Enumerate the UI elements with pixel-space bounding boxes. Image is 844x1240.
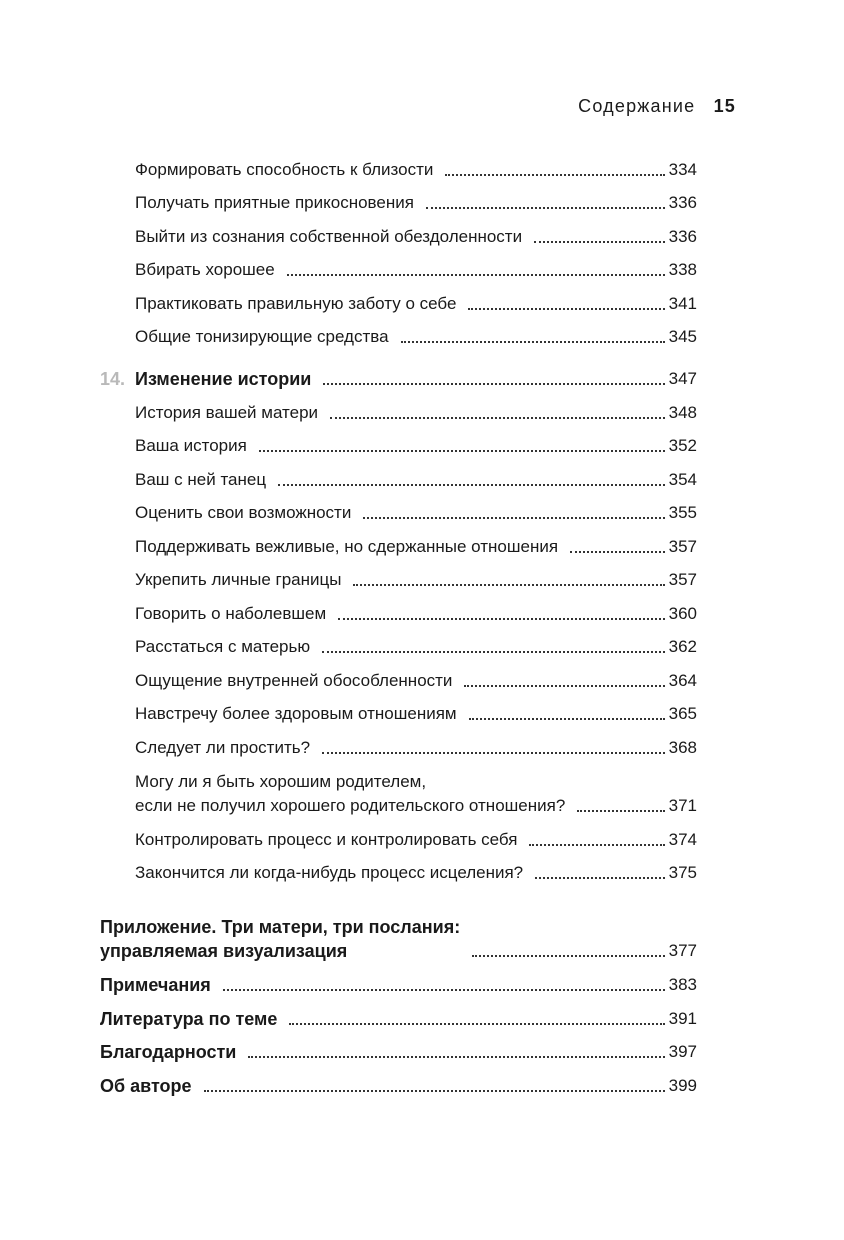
toc-entry-title: Навстречу более здоровым отношениям (135, 704, 457, 723)
toc-entry[interactable] (135, 830, 697, 850)
toc-entry-page: 399 (668, 1076, 697, 1095)
toc-entry-title: Получать приятные прикосновения (135, 193, 414, 212)
toc-section-entry[interactable] (100, 1009, 697, 1029)
toc-entry-page: 355 (668, 503, 697, 522)
dot-leader (289, 1023, 664, 1025)
toc-entry-page: 360 (668, 604, 697, 623)
dot-leader (426, 207, 665, 209)
toc-entry-page: 348 (668, 403, 697, 422)
toc-entry[interactable] (135, 503, 697, 523)
toc-entry-title: Практиковать правильную заботу о себе (135, 294, 457, 313)
toc-entry-page: 371 (668, 796, 697, 815)
dot-leader (353, 584, 664, 586)
toc-chapter-entry[interactable] (100, 369, 697, 389)
dot-leader (322, 651, 665, 653)
dot-leader (534, 241, 665, 243)
toc-entry-title: Общие тонизирующие средства (135, 327, 389, 346)
toc-entry-page: 357 (668, 570, 697, 589)
toc-entry-page: 336 (668, 193, 697, 212)
toc-entry-title: Следует ли простить? (135, 738, 311, 757)
dot-leader (323, 383, 664, 385)
dot-leader (287, 274, 665, 276)
dot-leader (322, 752, 665, 754)
dot-leader (330, 417, 665, 419)
toc-entry[interactable] (135, 294, 697, 314)
toc-entry[interactable] (135, 403, 697, 423)
toc-entry-page: 391 (668, 1009, 697, 1028)
dot-leader (529, 844, 664, 846)
toc-entry[interactable] (135, 637, 697, 657)
toc-entry-page: 383 (668, 975, 697, 994)
toc-entry-title: Выйти из сознания собственной обездоленности (135, 227, 523, 246)
dot-leader (570, 551, 665, 553)
dot-leader (472, 955, 664, 957)
toc-entry-title: Об авторе (100, 1076, 192, 1096)
running-head-title: Содержание (578, 96, 696, 116)
toc-entry-title: Изменение истории (135, 369, 312, 389)
toc-entry-page: 362 (668, 637, 697, 656)
toc-entry[interactable] (135, 671, 697, 691)
toc-entry[interactable] (135, 260, 697, 280)
toc-entry-title: Поддерживать вежливые, но сдержанные отношения (135, 537, 559, 556)
toc-entry-page: 347 (668, 369, 697, 388)
toc-section-entry[interactable] (100, 1076, 697, 1096)
toc-entry[interactable] (135, 738, 697, 758)
toc-entry-title: Ваш с ней танец (135, 470, 267, 489)
toc-entry[interactable] (135, 704, 697, 724)
toc-entry-title: История вашей матери (135, 403, 319, 422)
toc-section-entry[interactable] (100, 917, 697, 961)
toc-entry-title: Литература по теме (100, 1009, 278, 1029)
toc-section-entry[interactable] (100, 1042, 697, 1062)
toc-entry[interactable] (135, 570, 697, 590)
dot-leader (577, 810, 664, 812)
toc-entry-page: 364 (668, 671, 697, 690)
dot-leader (401, 341, 665, 343)
toc-entry-title: Вбирать хорошее (135, 260, 275, 279)
dot-leader (445, 174, 664, 176)
page-number: 15 (713, 96, 736, 116)
toc-entry-title: Закончится ли когда-нибудь процесс исцеления? (135, 863, 524, 882)
dot-leader (278, 484, 665, 486)
toc-entry-title: Ощущение внутренней обособленности (135, 671, 453, 690)
toc-entry-title: Оценить свои возможности (135, 503, 352, 522)
toc-entry-title: Ваша история (135, 436, 247, 455)
dot-leader (204, 1090, 665, 1092)
toc-entry-title: Расстаться с матерью (135, 637, 311, 656)
toc-entry[interactable] (135, 863, 697, 883)
toc-entry[interactable] (135, 193, 697, 213)
toc-entry-title-line: Могу ли я быть хорошим родителем, (135, 772, 427, 791)
toc-entry-page: 334 (668, 160, 697, 179)
toc-entry[interactable] (135, 470, 697, 490)
toc-entry-title (100, 917, 460, 961)
toc-entry-page: 345 (668, 327, 697, 346)
toc-entry-title: Контролировать процесс и контролировать себя (135, 830, 518, 849)
toc-entry-page: 375 (668, 863, 697, 882)
toc-entry[interactable] (135, 604, 697, 624)
toc-entry[interactable] (135, 772, 697, 816)
toc-entry-page: 336 (668, 227, 697, 246)
toc-entry-page: 354 (668, 470, 697, 489)
toc-entry-title: Говорить о наболевшем (135, 604, 327, 623)
toc-entry-page: 338 (668, 260, 697, 279)
toc-entry-title-line: Приложение. Три матери, три послания: (100, 917, 461, 937)
toc-entry-title (135, 772, 565, 816)
toc-entry[interactable] (135, 327, 697, 347)
dot-leader (464, 685, 664, 687)
toc-section-entry[interactable] (100, 975, 697, 995)
dot-leader (363, 517, 664, 519)
toc-entry-title: Примечания (100, 975, 211, 995)
toc-entry-page: 352 (668, 436, 697, 455)
chapter-number: 14. (100, 369, 126, 389)
toc-entry-page: 365 (668, 704, 697, 723)
dot-leader (248, 1056, 664, 1058)
toc-entry-title: Укрепить личные границы (135, 570, 342, 589)
toc-entry-title-line: если не получил хорошего родительского отношения? (135, 796, 566, 815)
toc-entry-title: Благодарности (100, 1042, 237, 1062)
toc-entry-page: 374 (668, 830, 697, 849)
toc-entry-title: Формировать способность к близости (135, 160, 434, 179)
toc-entry-page: 341 (668, 294, 697, 313)
toc-entry-page: 377 (668, 941, 697, 960)
dot-leader (468, 308, 664, 310)
dot-leader (259, 450, 665, 452)
toc-entry-title-line: управляемая визуализация (100, 941, 348, 961)
dot-leader (223, 989, 665, 991)
toc-entry[interactable] (135, 436, 697, 456)
toc-entry[interactable] (135, 160, 697, 180)
dot-leader (338, 618, 664, 620)
toc-entry[interactable] (135, 227, 697, 247)
toc-entry[interactable] (135, 537, 697, 557)
toc-entry-page: 368 (668, 738, 697, 757)
dot-leader (535, 877, 664, 879)
toc-entry-page: 397 (668, 1042, 697, 1061)
dot-leader (469, 718, 665, 720)
toc-entry-page: 357 (668, 537, 697, 556)
